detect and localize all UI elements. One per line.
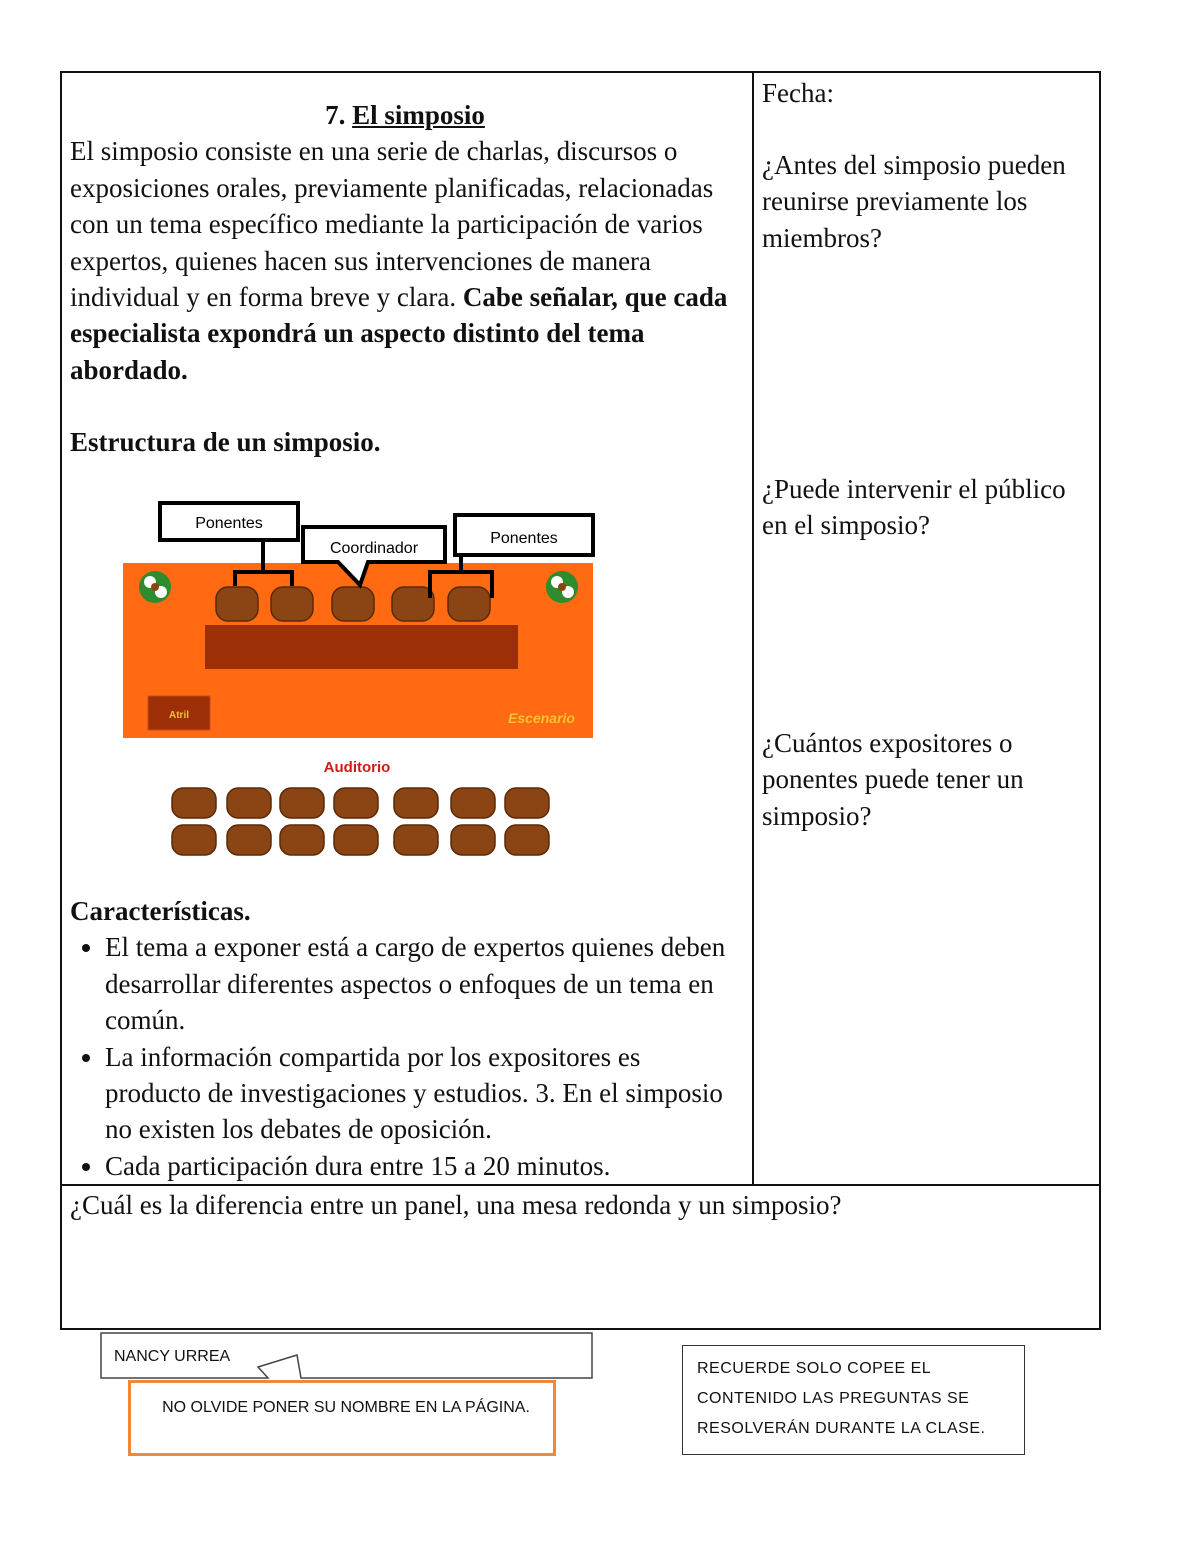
section-number: 7. — [325, 100, 346, 130]
chair-icon — [280, 788, 324, 818]
reminder-text: RECUERDE SOLO COPEE EL CONTENIDO LAS PREGUNTAS SE RESOLVERÁN DURANTE LA CLASE. — [697, 1360, 986, 1437]
reminder-box — [682, 1345, 1025, 1455]
question-2: ¿Puede intervenir el público en el simposio? — [762, 474, 1066, 541]
column-divider — [752, 73, 754, 1186]
left-cell — [70, 97, 740, 461]
plant-icon — [139, 571, 171, 603]
intro-normal: El simposio consiste en una serie de charlas, discursos o exposiciones orales, previamente planificadas, relacionadas con un tema específico mediante la participación de varios expertos, quienes hacen sus intervenciones de manera individual y en forma breve y clara. — [70, 136, 714, 313]
stage-label: Escenario — [508, 710, 575, 726]
chair-icon — [216, 587, 258, 621]
list-item: • La información compartida por los expositores es producto de investigaciones y estudios. 3. En el simposio no existen los debates de oposición. — [105, 1039, 740, 1148]
date-label: Fecha: — [762, 78, 834, 108]
spacer — [70, 388, 740, 424]
chair-icon — [334, 788, 378, 818]
bottom-question: ¿Cuál es la diferencia entre un panel, una mesa redonda y un simposio? — [70, 1190, 842, 1220]
chair-icon — [451, 788, 495, 818]
intro-bold: Cabe señalar, que cada especialista expondrá un aspecto distinto del tema abordado. — [70, 282, 728, 385]
section-title — [70, 97, 740, 133]
chair-icon — [505, 788, 549, 818]
chair-icon — [392, 587, 434, 621]
characteristics-block — [70, 893, 740, 1184]
characteristics-list — [70, 929, 740, 1184]
audience-label: Auditorio — [323, 759, 391, 776]
label-ponentes-right: Ponentes — [490, 530, 558, 547]
section-title-text: El simposio — [352, 100, 485, 130]
structure-heading: Estructura de un simposio. — [70, 427, 381, 458]
symposium-diagram — [120, 500, 600, 870]
list-item: • El tema a exponer está a cargo de expertos quienes deben desarrollar diferentes aspectos o enfoques de un tema en común. — [105, 929, 740, 1038]
table — [205, 625, 518, 669]
question-3: ¿Cuántos expositores o ponentes puede tener un simposio? — [762, 728, 1024, 831]
question-1: ¿Antes del simposio pueden reunirse previamente los miembros? — [762, 150, 1066, 253]
chair-icon — [280, 825, 324, 855]
intro-paragraph — [70, 133, 740, 388]
atril-label: Atril — [169, 710, 189, 721]
callout-box — [128, 1380, 556, 1456]
chair-icon — [332, 587, 374, 621]
chair-icon — [227, 788, 271, 818]
row-divider — [62, 1184, 1099, 1186]
chair-icon — [394, 788, 438, 818]
chair-icon — [451, 825, 495, 855]
characteristics-heading: Características. — [70, 896, 251, 926]
chair-icon — [172, 788, 216, 818]
list-item: • Cada participación dura entre 15 a 20 minutos. — [105, 1148, 740, 1184]
chair-icon — [505, 825, 549, 855]
chair-icon — [172, 825, 216, 855]
label-coordinador: Coordinador — [329, 540, 419, 557]
chair-icon — [334, 825, 378, 855]
label-ponentes-left: Ponentes — [195, 515, 263, 532]
plant-icon — [546, 571, 578, 603]
chair-icon — [227, 825, 271, 855]
chair-icon — [271, 587, 313, 621]
chair-icon — [448, 587, 490, 621]
chair-icon — [394, 825, 438, 855]
callout-text: NO OLVIDE PONER SU NOMBRE EN LA PÁGINA. — [162, 1399, 530, 1416]
student-name: NANCY URREA — [114, 1348, 231, 1365]
